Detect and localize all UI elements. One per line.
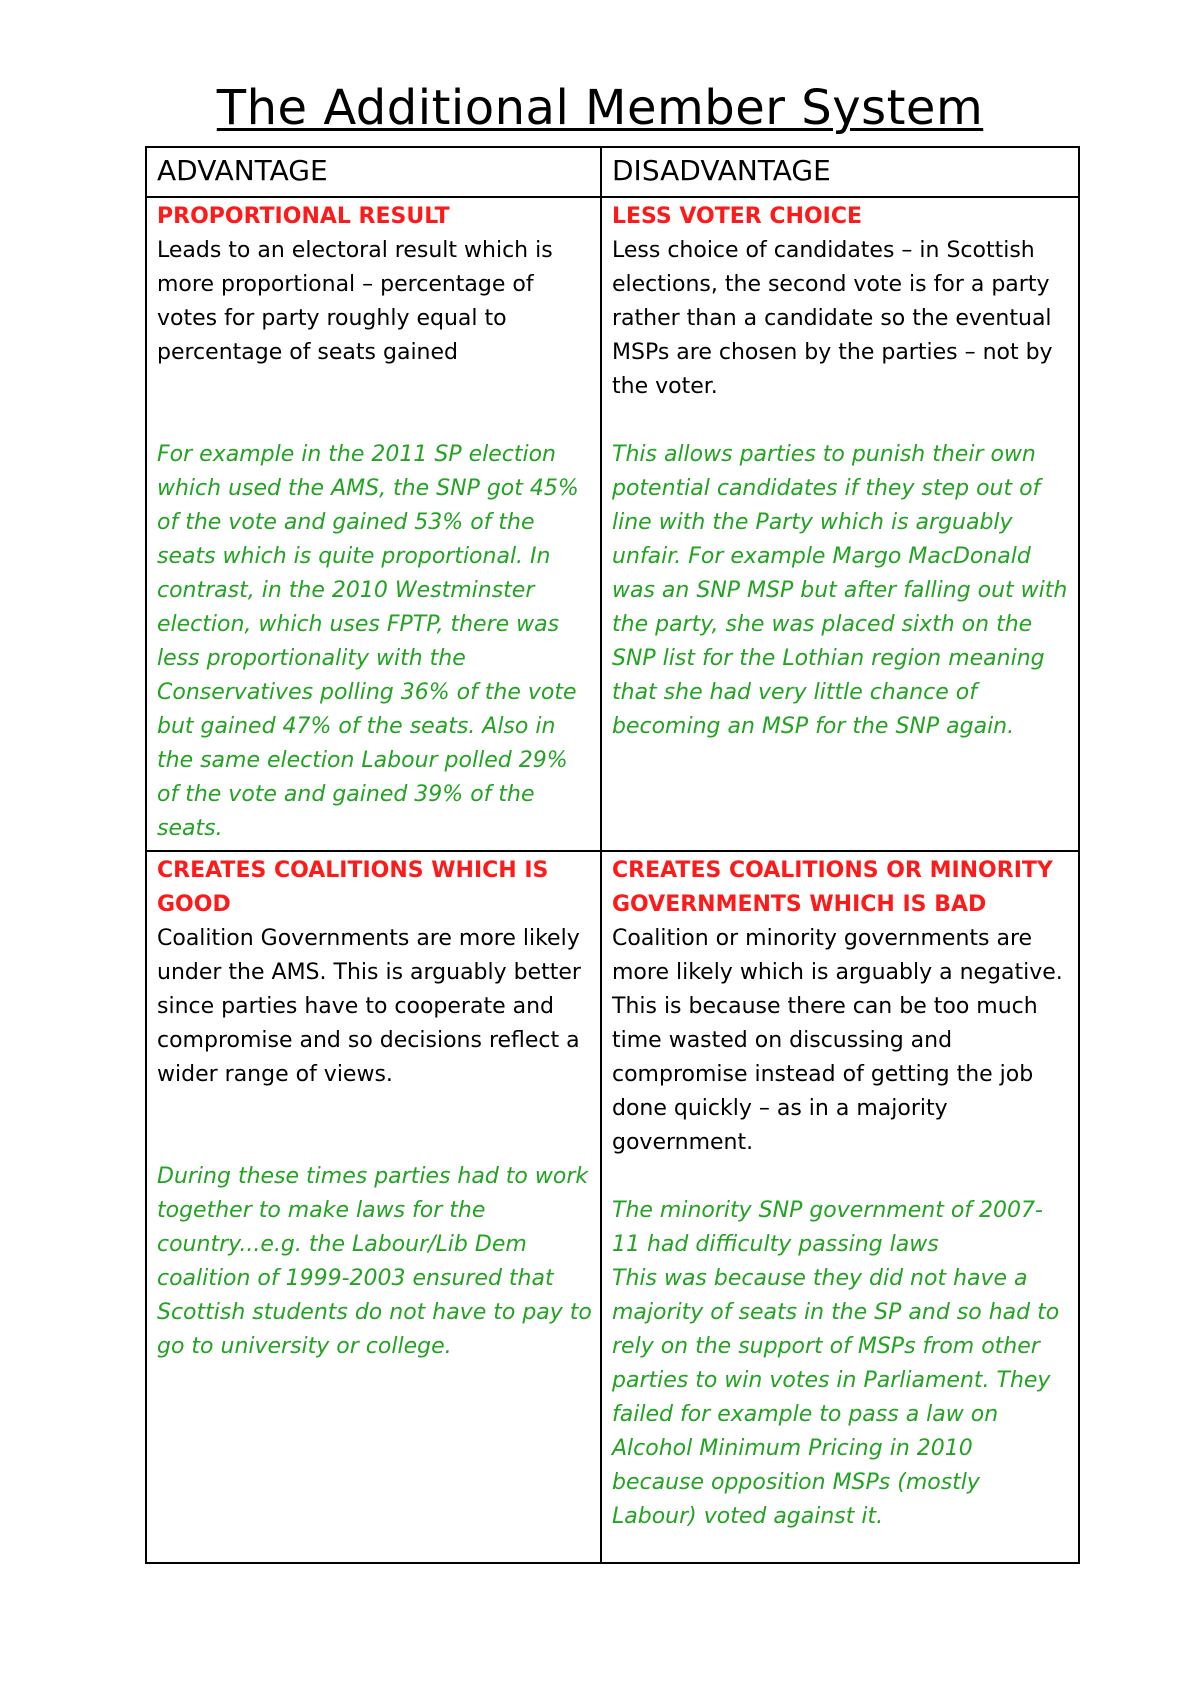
cell-example: The minority SNP government of 2007-11 had difficulty passing laws [612, 1198, 1043, 1257]
cell-example: During these times parties had to work together to make laws for the country...e.g. the Labour/Lib Dem coalition of 1999-2003 ensured that Scottish students do not have to pay to go to university or college. [157, 1164, 592, 1359]
cell-body: Coalition or minority governments are more likely which is arguably a negative. This is because there can be too much time wasted on discussing and compromise instead of getting the job done quickly – as in a majority government. [612, 926, 1063, 1155]
table-header-row [146, 147, 1079, 197]
disadvantage-cell-coalitions [601, 851, 1079, 1563]
advantage-cell-proportional [146, 197, 601, 851]
advantage-cell-coalitions [146, 851, 601, 1563]
cell-heading: CREATES COALITIONS WHICH IS GOOD [157, 858, 549, 917]
disadvantage-cell-voter-choice [601, 197, 1079, 851]
disadvantage-column-header: DISADVANTAGE [601, 147, 1079, 197]
cell-heading: CREATES COALITIONS OR MINORITY GOVERNMENTS WHICH IS BAD [612, 858, 1053, 917]
cell-heading: LESS VOTER CHOICE [612, 204, 863, 229]
comparison-table [145, 146, 1080, 1564]
table-row [146, 197, 1079, 851]
cell-example: For example in the 2011 SP election which used the AMS, the SNP got 45% of the vote and gained 53% of the seats which is quite proportional. In contrast, in the 2010 Westminster election, which uses FPTP, there was less proportionality with the Conservatives polling 36% of the vote but gained 47% of the seats. Also in the same election Labour polled 29% of the vote and gained 39% of the seats. [157, 442, 579, 841]
page-title: The Additional Member System [216, 80, 984, 136]
advantage-column-header: ADVANTAGE [146, 147, 601, 197]
cell-example: This was because they did not have a majority of seats in the SP and so had to rely on the support of MSPs from other parties to win votes in Parliament. They failed for example to pass a law on Alcohol Minimum Pricing in 2010 because opposition MSPs (mostly Labour) voted against it. [612, 1266, 1060, 1529]
table-row [146, 851, 1079, 1563]
cell-body: Less choice of candidates – in Scottish elections, the second vote is for a party rather than a candidate so the eventual MSPs are chosen by the parties – not by the voter. [612, 238, 1053, 399]
cell-heading: PROPORTIONAL RESULT [157, 204, 450, 229]
cell-body: Leads to an electoral result which is more proportional – percentage of votes for party roughly equal to percentage of seats gained [157, 238, 553, 365]
cell-example: This allows parties to punish their own potential candidates if they step out of line with the Party which is arguably unfair. For example Margo MacDonald was an SNP MSP but after falling out with the party, she was placed sixth on the SNP list for the Lothian region meaning that she had very little chance of becoming an MSP for the SNP again. [612, 442, 1068, 739]
cell-body: Coalition Governments are more likely under the AMS. This is arguably better since parties have to cooperate and compromise and so decisions reflect a wider range of views. [157, 926, 581, 1087]
